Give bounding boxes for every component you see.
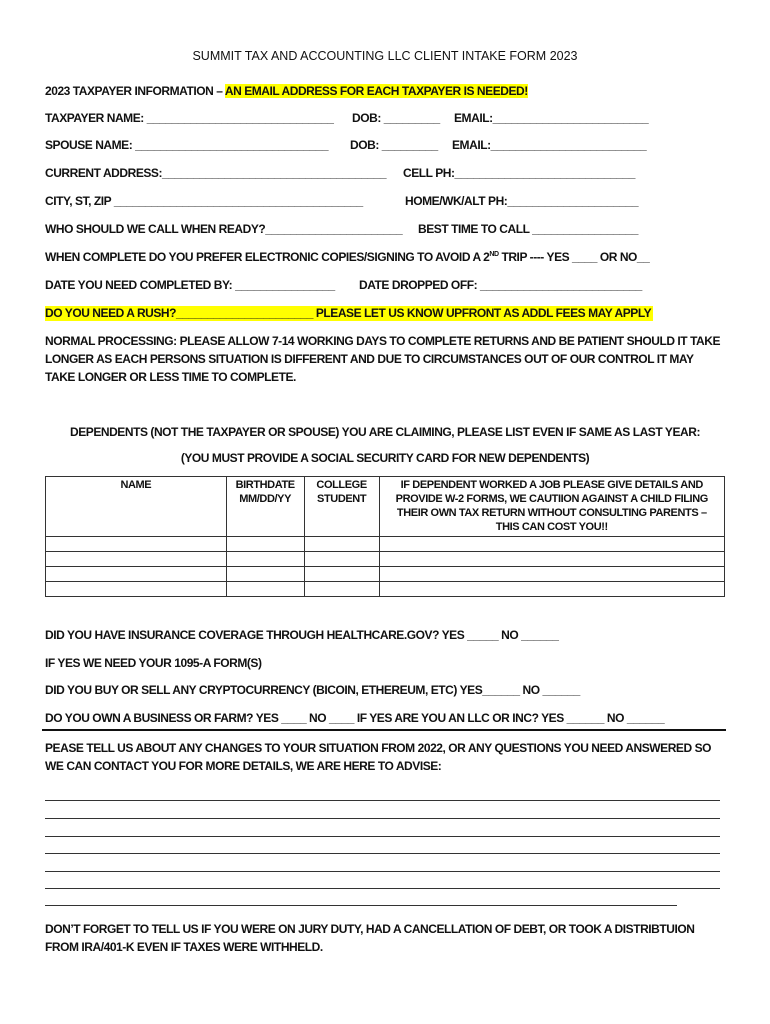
electronic-copies-text: WHEN COMPLETE DO YOU PREFER ELECTRONIC COPIES/SIGNING TO AVOID A 2 [45,250,490,264]
date-needed-field[interactable]: DATE YOU NEED COMPLETED BY: ________________ [45,278,335,292]
normal-processing-notice: NORMAL PROCESSING: PLEASE ALLOW 7-14 WORKING DAYS TO COMPLETE RETURNS AND BE PATIENT SHOULD IT TAKE LONGER AS EACH PERSONS SITUATION IS DIFFERENT AND DUE TO CIRCUMSTANCES OUT OF OUR CONTROL IT MAY TAKE LONGER OR LESS TIME TO COMPLETE. [45,334,721,384]
spouse-email-field[interactable]: EMAIL:_________________________ [452,138,647,152]
name-cell[interactable] [46,552,227,567]
name-cell[interactable] [46,582,227,597]
electronic-copies-question[interactable] [45,250,649,265]
job-cell[interactable] [379,567,724,582]
taxpayer-info-heading [45,84,528,99]
table-row[interactable] [46,537,725,552]
changes-prompt-line1: PEASE TELL US ABOUT ANY CHANGES TO YOUR SITUATION FROM 2022, OR ANY QUESTIONS YOU NEED ANSWERED SO [45,741,712,755]
dependents-table-header [46,477,725,537]
college-cell[interactable] [304,552,379,567]
answer-line[interactable] [45,871,720,872]
ordinal-suffix: ND [489,251,499,258]
taxpayer-dob-field[interactable]: DOB: _________ [352,111,440,125]
email-required-notice: AN EMAIL ADDRESS FOR EACH TAXPAYER IS NEEDED! [224,84,528,98]
dependents-table [45,476,725,597]
who-to-call-field[interactable]: WHO SHOULD WE CALL WHEN READY?______________________ [45,222,403,236]
column-job-details: IF DEPENDENT WORKED A JOB PLEASE GIVE DETAILS AND PROVIDE W-2 FORMS, WE CAUTIION AGAINST A CHILD FILING THEIR OWN TAX RETURN WITHOUT CONSULTING PARENTS – THIS CAN COST YOU!! [379,477,724,537]
birthdate-cell[interactable] [226,567,304,582]
reminder-line1: DON’T FORGET TO TELL US IF YOU WERE ON JURY DUTY, HAD A CANCELLATION OF DEBT, OR TOOK A DISTRIBTUION [45,922,695,936]
section-divider [42,729,726,731]
city-state-zip-field[interactable]: CITY, ST, ZIP ________________________________________ [45,194,363,208]
home-phone-field[interactable]: HOME/WK/ALT PH:_____________________ [405,194,639,208]
table-row[interactable] [46,582,725,597]
job-cell[interactable] [379,537,724,552]
job-cell[interactable] [379,582,724,597]
rush-notice[interactable]: DO YOU NEED A RUSH?______________________ PLEASE LET US KNOW UPFRONT AS ADDL FEES MAY APPLY [45,306,652,320]
job-cell[interactable] [379,552,724,567]
taxpayer-name-field[interactable]: TAXPAYER NAME: ______________________________ [45,111,334,125]
column-name: NAME [46,477,227,537]
column-college-student: COLLEGE STUDENT [304,477,379,537]
name-cell[interactable] [46,567,227,582]
answer-line[interactable] [45,905,677,906]
spouse-name-field[interactable]: SPOUSE NAME: _______________________________ [45,138,329,152]
birthdate-cell[interactable] [226,552,304,567]
spouse-dob-field[interactable]: DOB: _________ [350,138,438,152]
college-cell[interactable] [304,537,379,552]
best-time-field[interactable]: BEST TIME TO CALL _________________ [418,222,638,236]
electronic-copies-options: TRIP ---- YES ____ OR NO__ [498,250,650,264]
taxpayer-info-label: 2023 TAXPAYER INFORMATION – [45,84,225,98]
reminder-line2: FROM IRA/401-K EVEN IF TAXES WERE WITHHELD. [45,940,323,954]
answer-line[interactable] [45,836,720,837]
birthdate-cell[interactable] [226,537,304,552]
answer-line[interactable] [45,818,720,819]
crypto-question[interactable]: DID YOU BUY OR SELL ANY CRYPTOCURRENCY (BICOIN, ETHEREUM, ETC) YES______ NO ______ [45,683,580,697]
birthdate-cell[interactable] [226,582,304,597]
form-title: SUMMIT TAX AND ACCOUNTING LLC CLIENT INTAKE FORM 2023 [192,49,578,63]
answer-line[interactable] [45,888,720,889]
healthcare-question[interactable]: DID YOU HAVE INSURANCE COVERAGE THROUGH HEALTHCARE.GOV? YES _____ NO ______ [45,628,559,642]
taxpayer-email-field[interactable]: EMAIL:_________________________ [454,111,649,125]
date-dropped-field[interactable]: DATE DROPPED OFF: __________________________ [359,278,642,292]
dependents-heading: DEPENDENTS (NOT THE TAXPAYER OR SPOUSE) YOU ARE CLAIMING, PLEASE LIST EVEN IF SAME AS LAST YEAR: [70,425,700,439]
form-1095a-note: IF YES WE NEED YOUR 1095-A FORM(S) [45,656,262,670]
name-cell[interactable] [46,537,227,552]
college-cell[interactable] [304,567,379,582]
cell-phone-field[interactable]: CELL PH:_____________________________ [403,166,636,180]
current-address-field[interactable]: CURRENT ADDRESS:____________________________________ [45,166,387,180]
dependents-subheading: (YOU MUST PROVIDE A SOCIAL SECURITY CARD FOR NEW DEPENDENTS) [180,451,590,465]
answer-line[interactable] [45,800,720,801]
table-row[interactable] [46,552,725,567]
column-birthdate: BIRTHDATE MM/DD/YY [226,477,304,537]
changes-prompt-line2: WE CAN CONTACT YOU FOR MORE DETAILS, WE ARE HERE TO ADVISE: [45,759,442,773]
table-row[interactable] [46,567,725,582]
college-cell[interactable] [304,582,379,597]
business-question[interactable]: DO YOU OWN A BUSINESS OR FARM? YES ____ NO ____ IF YES ARE YOU AN LLC OR INC? YES ______ NO ______ [45,711,665,725]
answer-line[interactable] [45,853,720,854]
